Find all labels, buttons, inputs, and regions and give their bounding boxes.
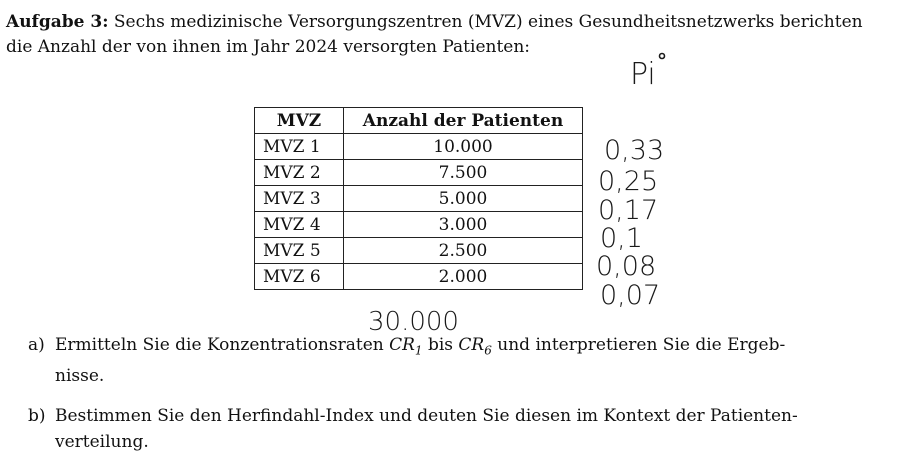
handwritten-share-mvz4: 0,1 [600,223,643,254]
handwritten-share-mvz5: 0,08 [596,251,657,282]
cr-last: CR [458,335,485,355]
task-a-text-middle: bis [427,335,454,355]
intro-line-1: Sechs medizinische Versorgungszentren (MVZ) eines Gesundheitsnetzwerks berichten [113,12,863,32]
handwritten-share-mvz2: 0,25 [598,166,659,197]
task-b-letter: b) [28,406,46,426]
intro-line-2: die Anzahl der von ihnen im Jahr 2024 versorgten Patienten: [6,37,531,57]
patient-count: 5.000 [344,186,583,212]
mvz-name: MVZ 4 [255,212,344,238]
task-a-text-after: und interpretieren Sie die Ergeb- [497,335,786,355]
handwritten-share-mvz6: 0,07 [600,280,661,311]
task-b [28,403,848,455]
column-header-patients: Anzahl der Patienten [344,108,583,134]
handwritten-total: 30.000 [368,307,459,337]
task-a-line-2: nisse. [55,366,105,387]
task-a [28,332,848,389]
patient-count: 2.000 [344,264,583,290]
task-label: Aufgabe 3: [6,12,109,32]
task-a-letter: a) [28,335,45,355]
patient-count: 7.500 [344,160,583,186]
column-header-mvz: MVZ [255,108,344,134]
mvz-name: MVZ 2 [255,160,344,186]
handwritten-share-mvz1: 0,33 [604,135,665,166]
mvz-name: MVZ 1 [255,134,344,160]
mvz-name: MVZ 5 [255,238,344,264]
patient-count: 2.500 [344,238,583,264]
patient-count: 10.000 [344,134,583,160]
handwritten-share-header: Pi [630,57,656,92]
mvz-name: MVZ 6 [255,264,344,290]
task-b-line-2: verteilung. [55,432,149,452]
handwritten-share-mvz3: 0,17 [598,195,659,226]
mvz-name: MVZ 3 [255,186,344,212]
cr-last-subscript: 6 [484,343,492,358]
patient-count: 3.000 [344,212,583,238]
task-b-line-1: Bestimmen Sie den Herfindahl-Index und deuten Sie diesen im Kontext der Patienten- [55,406,798,426]
task-a-text-before: Ermitteln Sie die Konzentrationsraten [55,335,384,355]
cr-first: CR [389,335,415,355]
cr-first-subscript: 1 [414,343,423,358]
handwritten-dot [660,54,665,59]
